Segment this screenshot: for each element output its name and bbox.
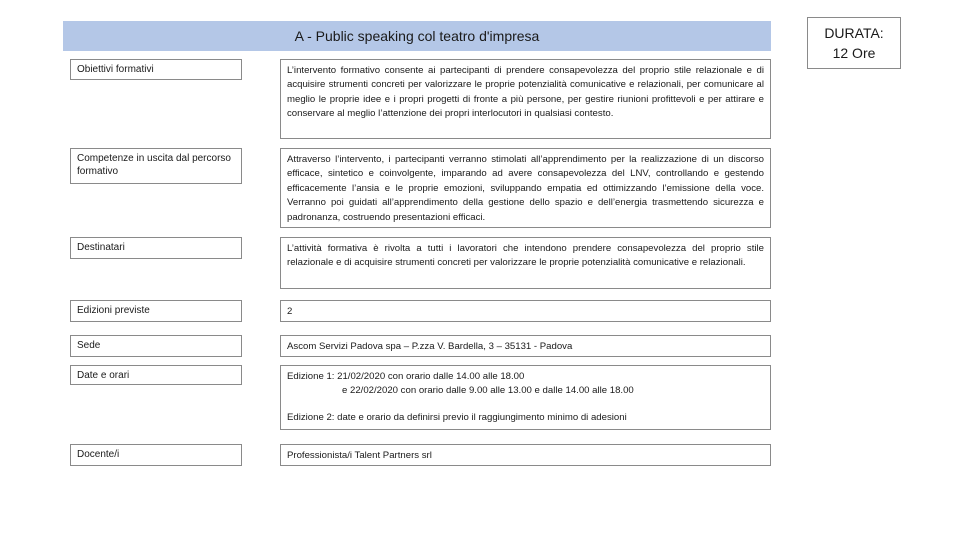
- value-competenze: [280, 148, 771, 228]
- value-date-orari: [280, 365, 771, 430]
- durata-value: 12 Ore: [832, 45, 876, 61]
- label-obiettivi-text: Obiettivi formativi: [77, 64, 154, 75]
- value-destinatari-text: L’attività formativa è rivolta a tutti i lavoratori che intendono prendere consapevolezza del proprio stile relazionale e di acquisire strumenti concreti per valorizzare le proprie potenzialità comunicative e relazionali.: [287, 243, 764, 269]
- value-edizioni-text: 2: [287, 306, 293, 317]
- durata-box: [807, 17, 901, 69]
- value-destinatari: [280, 237, 771, 289]
- value-edizioni: [280, 300, 771, 322]
- value-obiettivi: [280, 59, 771, 139]
- page-title: [63, 21, 771, 51]
- page-title-text: A - Public speaking col teatro d'impresa: [294, 28, 540, 44]
- label-sede: [70, 335, 242, 357]
- value-obiettivi-text: L’intervento formativo consente ai partecipanti di prendere consapevolezza del proprio stile relazionale e di acquisire strumenti concreti per valorizzare le proprie potenzialità comunicative e relazionali, per comunicare al meglio le proprie idee e i propri progetti di fronte a più persone, per gestire riunioni profittevoli e per attirare e conservare al meglio l’attenzione dei propri interlocutori in qualsiasi contesto.: [287, 65, 764, 120]
- label-docenti: [70, 444, 242, 466]
- edizione-1-line: Edizione 1: 21/02/2020 con orario dalle 14.00 alle 18.00: [287, 371, 525, 382]
- edizione-1-second-date-line: e 22/02/2020 con orario dalle 9.00 alle 13.00 e dalle 14.00 alle 18.00: [342, 385, 634, 397]
- value-competenze-text: Attraverso l’intervento, i partecipanti verranno stimolati all’apprendimento per la realizzazione di un discorso efficace, sintetico e coinvolgente, imparando ad avere consapevolezza del LNV, controllando e gestendo efficacemente l’ansia e le proprie emozioni, sviluppando empatia ed ottimizzando l’emissione della voce. Verranno poi guidati all’apprendimento della gestione dello spazio e dell’energia trasmettendo sicurezza e padronanza, costruendo presentazioni efficaci.: [287, 154, 764, 223]
- label-sede-text: Sede: [77, 340, 101, 351]
- value-sede: [280, 335, 771, 357]
- label-docenti-text: Docente/i: [77, 449, 120, 460]
- edizione-2-line: Edizione 2: date e orario da definirsi previo il raggiungimento minimo di adesioni: [287, 411, 627, 423]
- durata-label: DURATA:: [824, 25, 884, 41]
- label-destinatari-text: Destinatari: [77, 242, 125, 253]
- label-edizioni: [70, 300, 242, 322]
- value-docenti: [280, 444, 771, 466]
- label-edizioni-text: Edizioni previste: [77, 305, 150, 316]
- label-destinatari: [70, 237, 242, 259]
- label-date-orari-text: Date e orari: [77, 370, 130, 381]
- label-obiettivi: [70, 59, 242, 80]
- label-date-orari: [70, 365, 242, 385]
- label-competenze-text: Competenze in uscita dal percorso formativo: [77, 153, 231, 177]
- label-competenze: [70, 148, 242, 184]
- value-sede-text: Ascom Servizi Padova spa – P.zza V. Bardella, 3 – 35131 - Padova: [287, 341, 573, 352]
- value-docenti-text: Professionista/i Talent Partners srl: [287, 450, 432, 461]
